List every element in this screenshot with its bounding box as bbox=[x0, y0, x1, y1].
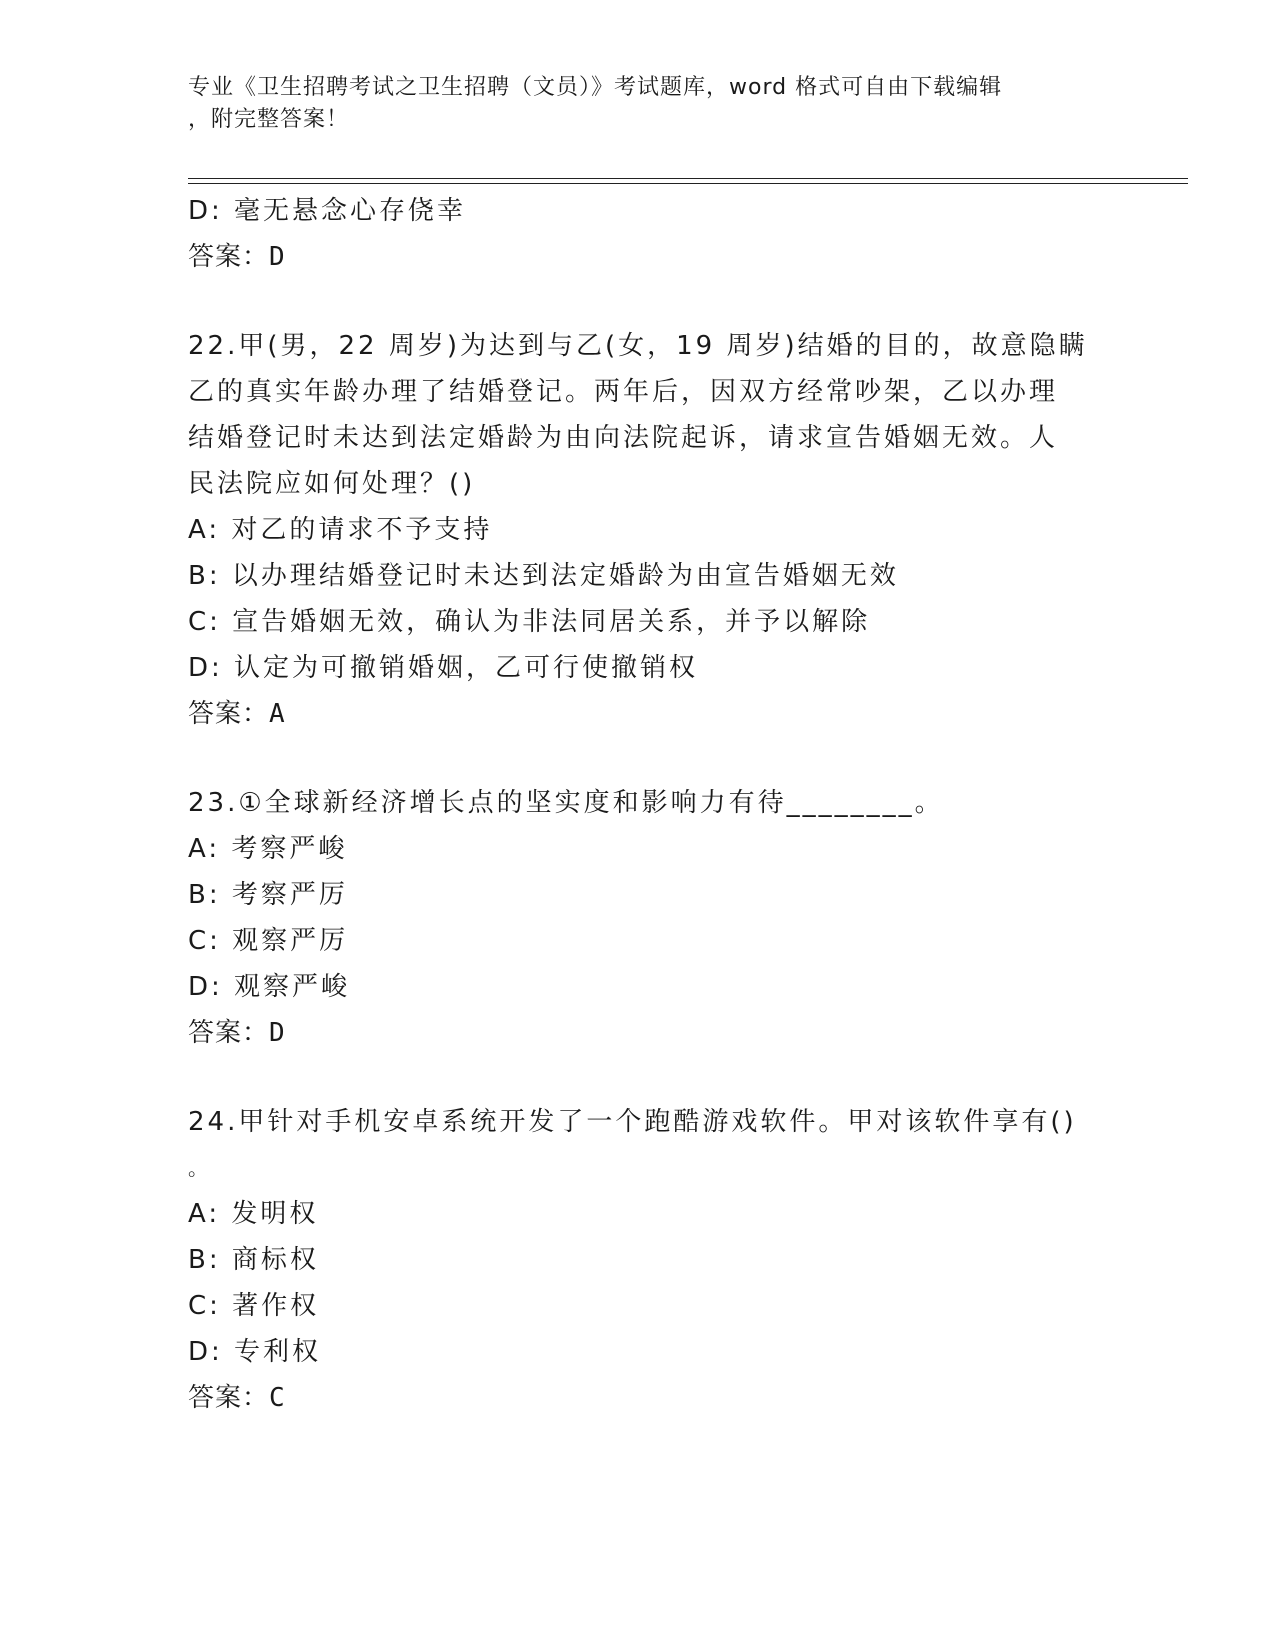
document-body bbox=[188, 188, 1088, 1421]
option-a: A: 发明权 bbox=[188, 1199, 319, 1229]
question-text-line: 22.甲(男，22 周岁)为达到与乙(女，19 周岁)结婚的目的，故意隐瞒 bbox=[188, 331, 1088, 361]
option-d: D: 专利权 bbox=[188, 1337, 322, 1367]
question-text-line: 。 bbox=[188, 1156, 211, 1180]
question-text-line: 结婚登记时未达到法定婚龄为由向法院起诉，请求宣告婚姻无效。人 bbox=[188, 423, 1059, 453]
option-c: C: 宣告婚姻无效，确认为非法同居关系，并予以解除 bbox=[188, 607, 871, 637]
option-c: C: 著作权 bbox=[188, 1291, 320, 1321]
question-text-line: 23.①全球新经济增长点的坚实度和影响力有待________。 bbox=[188, 788, 944, 818]
option-b: B: 商标权 bbox=[188, 1245, 319, 1275]
answer-label: 答案： bbox=[188, 1383, 270, 1413]
answer-value: D bbox=[269, 1018, 286, 1048]
option-d: D: 观察严峻 bbox=[188, 972, 351, 1002]
header-line-1: 专业《卫生招聘考试之卫生招聘（文员）》考试题库，word 格式可自由下载编辑 bbox=[188, 75, 1003, 100]
question-22 bbox=[188, 323, 1088, 737]
answer-label: 答案： bbox=[188, 242, 270, 272]
header-divider-bottom bbox=[188, 183, 1188, 184]
answer-value: C bbox=[269, 1383, 286, 1413]
question-24 bbox=[188, 1099, 1088, 1421]
answer-line bbox=[188, 234, 1088, 280]
answer-value: D bbox=[269, 242, 286, 272]
header-line-2: ，附完整答案！ bbox=[188, 107, 350, 132]
question-text-line: 24.甲针对手机安卓系统开发了一个跑酷游戏软件。甲对该软件享有() bbox=[188, 1107, 1077, 1137]
option-c: C: 观察严厉 bbox=[188, 926, 349, 956]
answer-line bbox=[188, 691, 1088, 737]
answer-label: 答案： bbox=[188, 1018, 270, 1048]
option-b: B: 以办理结婚登记时未达到法定婚龄为由宣告婚姻无效 bbox=[188, 561, 899, 591]
answer-value: A bbox=[269, 699, 286, 729]
answer-line bbox=[188, 1375, 1088, 1421]
question-23 bbox=[188, 780, 1088, 1056]
answer-line bbox=[188, 1010, 1088, 1056]
option-b: B: 考察严厉 bbox=[188, 880, 348, 910]
option-a: A: 考察严峻 bbox=[188, 834, 348, 864]
answer-label: 答案： bbox=[188, 699, 270, 729]
document-header bbox=[188, 72, 1088, 136]
option-a: A: 对乙的请求不予支持 bbox=[188, 515, 493, 545]
question-text-line: 民法院应如何处理？() bbox=[188, 469, 476, 499]
option-d: D: 毫无悬念心存侥幸 bbox=[188, 196, 467, 226]
question-text-line: 乙的真实年龄办理了结婚登记。两年后，因双方经常吵架，乙以办理 bbox=[188, 377, 1059, 407]
header-divider-top bbox=[188, 178, 1188, 179]
option-d: D: 认定为可撤销婚姻，乙可行使撤销权 bbox=[188, 653, 699, 683]
